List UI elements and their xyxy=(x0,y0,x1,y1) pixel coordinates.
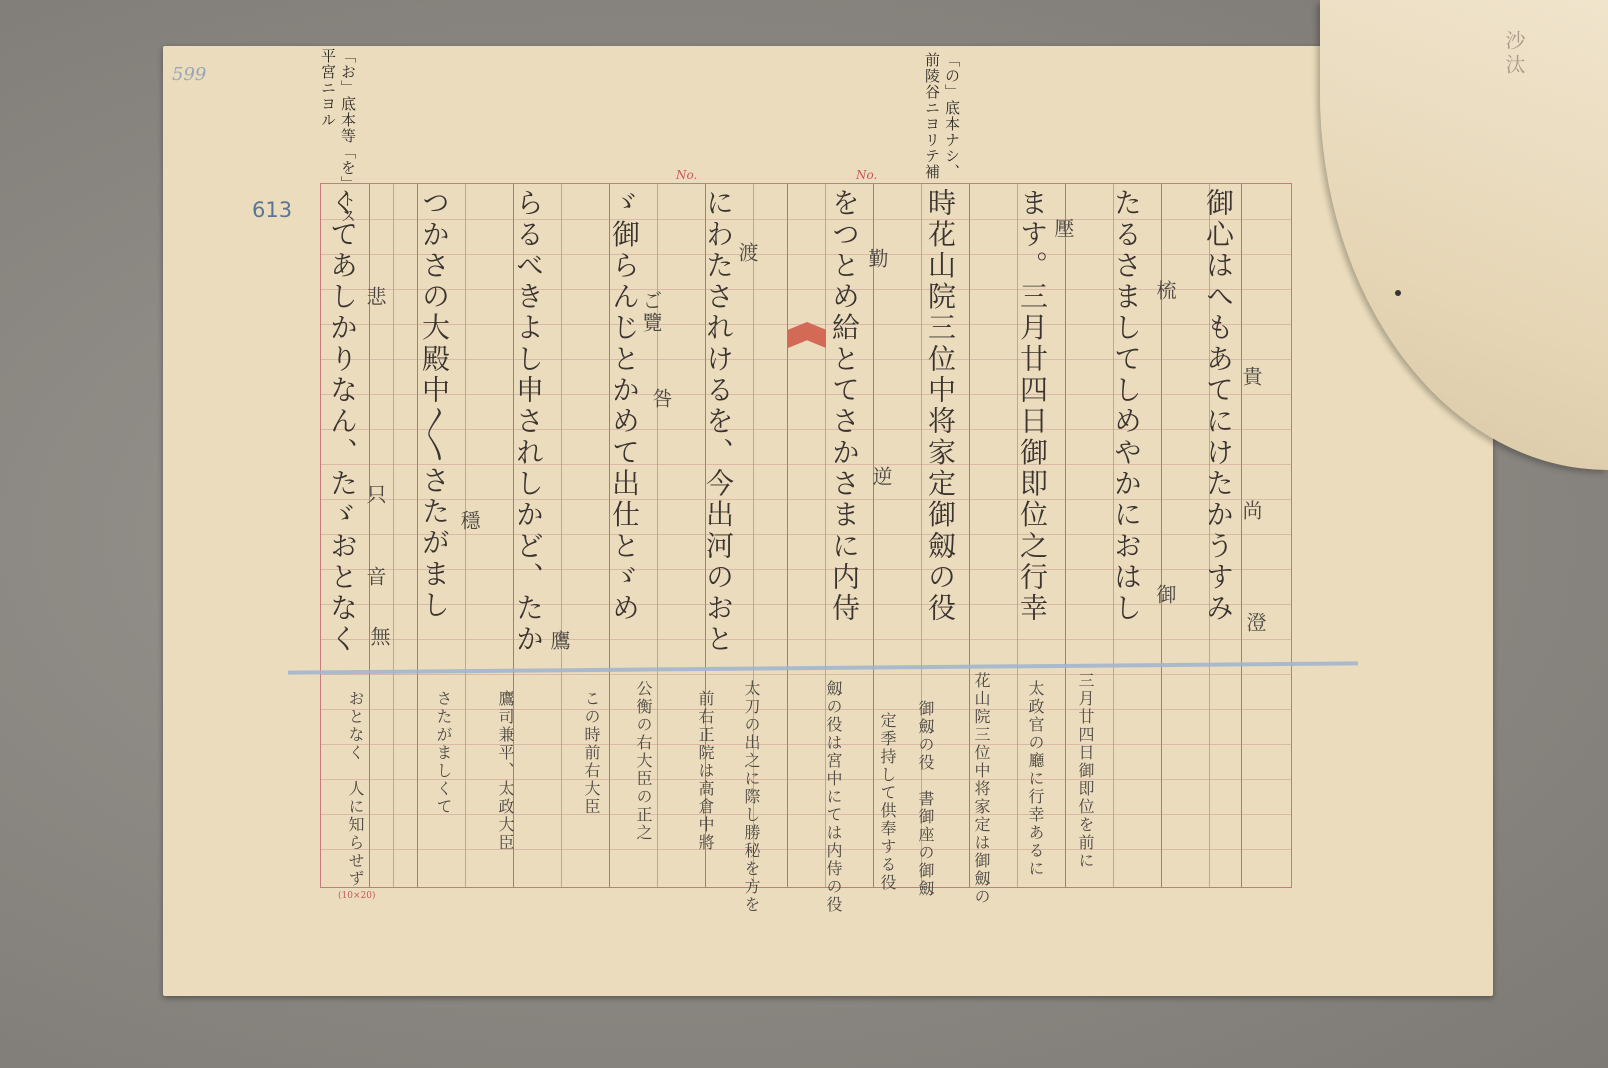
annotation-10: この時前右大臣 xyxy=(582,690,601,816)
no-label-right: No. xyxy=(856,168,878,182)
heading-11: 咎 xyxy=(649,388,673,410)
no-label-left: No. xyxy=(676,168,698,182)
annotation-4: 御劔の役 書御座の御劔 xyxy=(916,700,935,898)
heading-9: 渡 xyxy=(735,242,759,264)
binding-dot xyxy=(1395,290,1401,296)
heading-3: 澄 xyxy=(1243,612,1267,634)
text-column-2: たるさましてしめやかにおはし xyxy=(1110,188,1143,625)
annotation-11: 鷹司兼平、太政大臣 xyxy=(496,690,515,852)
heading-1: 貴 xyxy=(1239,366,1263,388)
left-margin-note: 「お」底本等「を」トス、平宮ニヨル xyxy=(319,48,357,240)
heading-12: 鷹 xyxy=(547,630,571,652)
manuscript-grid xyxy=(320,183,1292,888)
heading-16: 音 xyxy=(363,566,387,588)
annotation-6: 劔の役は宮中にては内侍の役 xyxy=(824,680,843,914)
heading-13: 穩 xyxy=(457,510,481,532)
annotation-13: おとなく 人に知らせず xyxy=(346,690,365,888)
heading-17: 無 xyxy=(367,626,391,648)
text-column-10: くてあしかりなん、たゞおとなく xyxy=(326,188,359,656)
annotation-12: さたがましくて xyxy=(434,690,453,816)
heading-8: 逆 xyxy=(869,466,893,488)
old-page-number: 599 xyxy=(172,64,207,85)
annotation-7: 太刀の出之に際し勝秘を方を xyxy=(742,680,761,914)
heading-14: 悲 xyxy=(363,286,387,308)
heading-6: 壓 xyxy=(1051,218,1075,240)
annotation-8: 前右正院は高倉中將 xyxy=(696,690,715,852)
page-number: 613 xyxy=(252,198,293,222)
annotation-3: 花山院三位中将家定は御劔の xyxy=(972,672,991,906)
text-column-8: らるべきよし申されしかど、たか xyxy=(512,188,545,656)
heading-5: 御 xyxy=(1153,584,1177,606)
heading-4: 梳 xyxy=(1153,280,1177,302)
text-column-5: をつとめ給とてさかさまに内侍 xyxy=(828,188,861,625)
annotation-5: 定季持して供奉する役 xyxy=(878,712,897,892)
grid-format-mark: (10×20) xyxy=(338,891,376,901)
text-column-7: ゞ御らんじとかめて出仕とゞめ xyxy=(608,188,641,625)
text-column-1: 御心はへもあてにけたかうすみ xyxy=(1202,188,1235,625)
text-column-3: ます。三月廿四日御即位之行幸 xyxy=(1016,188,1049,625)
center-margin-note: 「の」底本ナシ、前陵谷ニヨリテ補 xyxy=(923,52,961,180)
text-column-6: にわたされけるを、今出河のおと xyxy=(702,188,735,656)
heading-2: 尚 xyxy=(1239,500,1263,522)
heading-15: 只 xyxy=(363,484,387,506)
curl-faint-note: 沙汰 xyxy=(1502,30,1526,78)
annotation-2: 太政官の廳に行幸あるに xyxy=(1026,680,1045,878)
text-column-9: つかさの大殿中〳〵さたがまし xyxy=(418,188,451,621)
annotation-1: 三月廿四日御即位を前に xyxy=(1076,672,1095,870)
text-column-4: 時花山院三位中将家定御劔の役 xyxy=(924,188,957,625)
heading-10: ご覽 xyxy=(639,290,663,334)
heading-7: 勤 xyxy=(865,248,889,270)
annotation-9: 公衡の右大臣の正之 xyxy=(634,680,653,842)
